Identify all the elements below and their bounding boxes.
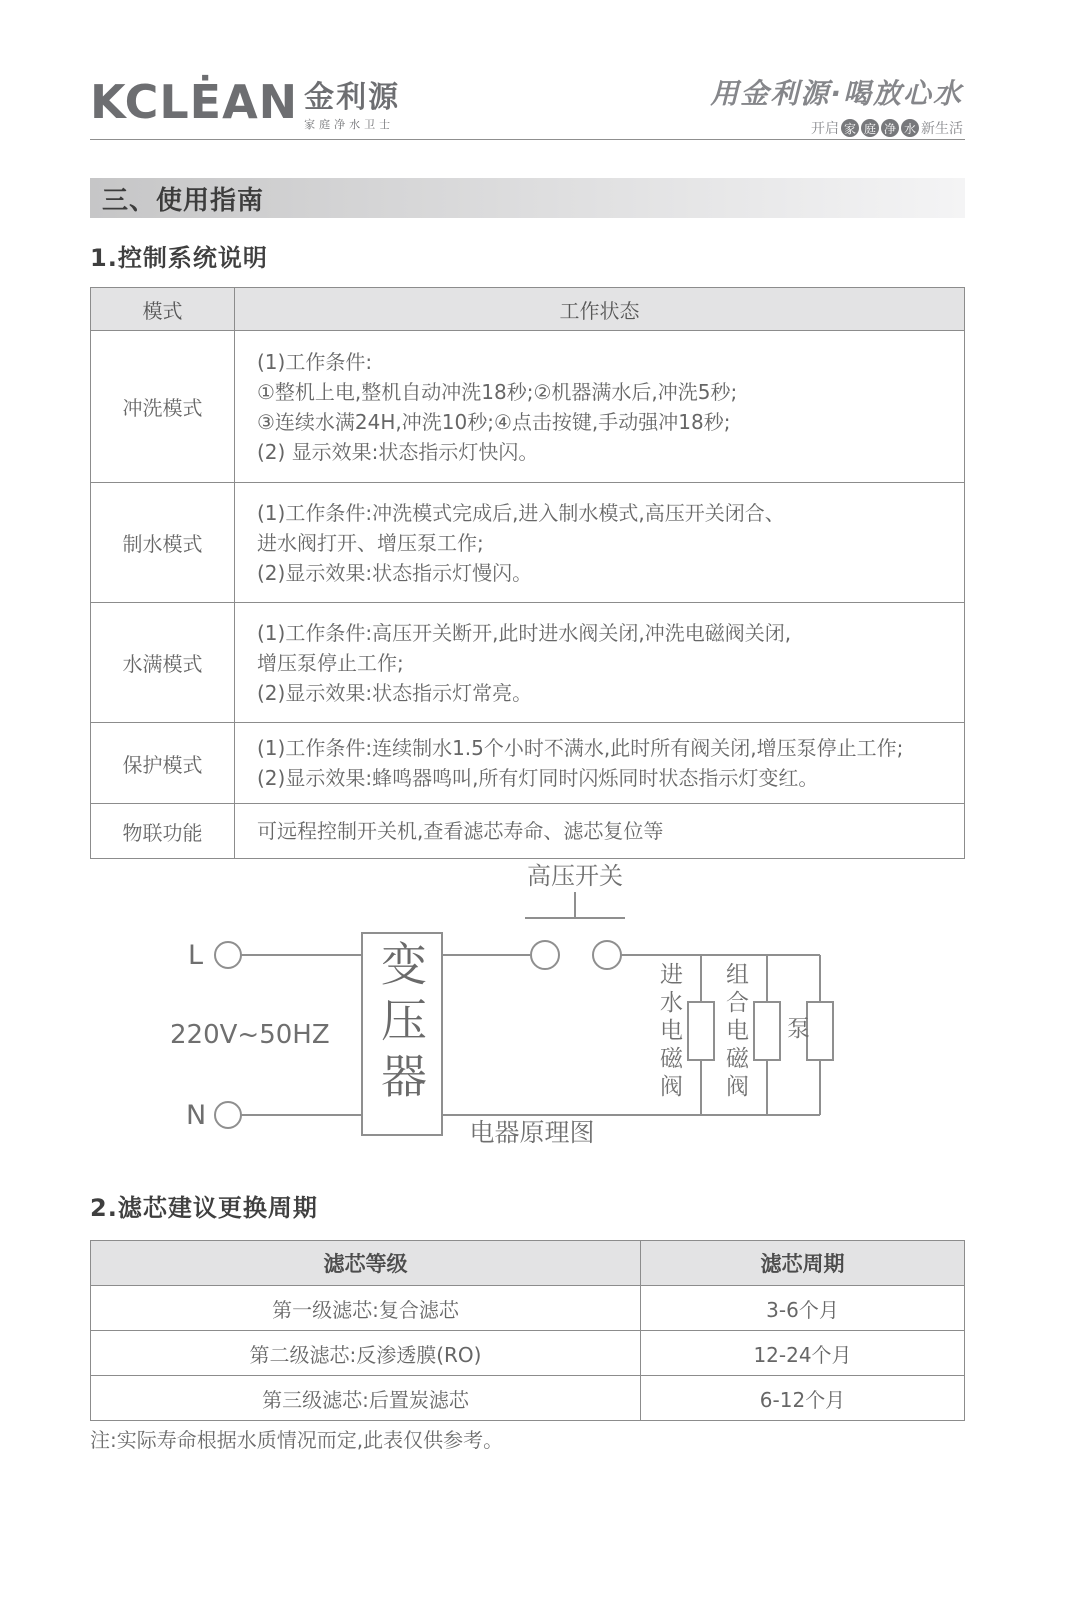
- subsection-filter-cycle: 2.滤芯建议更换周期: [90, 1194, 318, 1222]
- transformer-label: 变压器: [374, 940, 428, 1108]
- col-header-filter-level: 滤芯等级: [91, 1241, 641, 1286]
- logo-tagline: 家庭净水卫士: [304, 118, 395, 131]
- description-line: 增压泵停止工作;: [257, 650, 404, 675]
- slogan-circle-char: 庭: [861, 119, 879, 137]
- switch-contact-right: [593, 941, 621, 969]
- table-row: [91, 1331, 965, 1376]
- description-line: (1)工作条件:高压开关断开,此时进水阀关闭,冲洗电磁阀关闭,: [257, 620, 792, 645]
- table-row: [91, 804, 965, 859]
- inlet-valve-label: 进水电磁阀: [656, 962, 682, 1102]
- logo-kclean-text: KCLĖAN: [90, 75, 299, 129]
- high-pressure-switch-label: 高压开关: [527, 862, 623, 890]
- description-line: (1)工作条件:连续制水1.5个小时不满水,此时所有阀关闭,增压泵停止工作;: [257, 736, 904, 760]
- mode-description: [235, 483, 965, 603]
- table-header-row: [91, 1241, 965, 1286]
- description-line: (2)显示效果:状态指示灯常亮。: [257, 680, 533, 705]
- logo-chinese-name: 金利源: [304, 80, 401, 115]
- voltage-label: 220V~50HZ: [170, 1020, 330, 1050]
- logo-chinese-block: [304, 82, 400, 132]
- description-line: 进水阀打开、增压泵工作;: [257, 530, 484, 555]
- description-line: (1)工作条件:: [257, 349, 373, 374]
- slogan-circle-char: 净: [881, 119, 899, 137]
- mode-name: 制水模式: [91, 483, 235, 603]
- table-row: [91, 603, 965, 723]
- slogan-prefix: 开启: [811, 121, 839, 137]
- terminal-N-circle: [215, 1102, 241, 1128]
- mode-name: 物联功能: [91, 804, 235, 859]
- terminal-L-label: L: [188, 940, 204, 971]
- slogan-suffix: 新生活: [921, 121, 963, 137]
- table-header-row: [91, 288, 965, 331]
- table-row: [91, 723, 965, 804]
- description-line: 可远程控制开关机,查看滤芯寿命、滤芯复位等: [257, 819, 664, 843]
- mode-description: [235, 603, 965, 723]
- pump-label: 泵: [783, 1016, 809, 1044]
- table-row: [91, 331, 965, 483]
- description-line: ③连续水满24H,冲洗10秒;④点击按键,手动强冲18秒;: [257, 409, 731, 434]
- terminal-N-label: N: [186, 1100, 207, 1131]
- description-line: ①整机上电,整机自动冲洗18秒;②机器满水后,冲洗5秒;: [257, 379, 738, 404]
- filter-cycle: 3-6个月: [641, 1286, 965, 1331]
- description-line: (2) 显示效果:状态指示灯快闪。: [257, 439, 539, 464]
- mode-name: 水满模式: [91, 603, 235, 723]
- subsection-control-system: 1.控制系统说明: [90, 244, 268, 272]
- description-line: (1)工作条件:冲洗模式完成后,进入制水模式,高压开关闭合、: [257, 500, 785, 525]
- mode-name: 保护模式: [91, 723, 235, 804]
- mode-description: [235, 804, 965, 859]
- brand-logo: [90, 76, 400, 132]
- terminal-L-circle: [215, 942, 241, 968]
- table-row: [91, 483, 965, 603]
- slogan-main-text: 用金利源·喝放心水: [710, 77, 963, 110]
- slogan-circle-char: 水: [901, 119, 919, 137]
- filter-level: 第三级滤芯:后置炭滤芯: [91, 1376, 641, 1421]
- header-divider: [90, 139, 965, 140]
- filter-cycle: 6-12个月: [641, 1376, 965, 1421]
- table-note: 注:实际寿命根据水质情况而定,此表仅供参考。: [90, 1428, 504, 1452]
- filter-cycle-table: [90, 1240, 965, 1421]
- mode-name: 冲洗模式: [91, 331, 235, 483]
- filter-level: 第一级滤芯:复合滤芯: [91, 1286, 641, 1331]
- slogan-circle-char: 家: [841, 119, 859, 137]
- circuit-diagram: [170, 858, 870, 1158]
- diagram-caption: 电器原理图: [469, 1118, 595, 1147]
- col-header-status: 工作状态: [235, 288, 965, 331]
- description-line: (2)显示效果:状态指示灯慢闪。: [257, 560, 533, 585]
- brand-slogan: [710, 72, 963, 138]
- section-title-bar: [90, 178, 965, 218]
- combo-valve-label: 组合电磁阀: [722, 962, 748, 1102]
- filter-cycle: 12-24个月: [641, 1331, 965, 1376]
- description-line: (2)显示效果:蜂鸣器鸣叫,所有灯同时闪烁同时状态指示灯变红。: [257, 766, 819, 790]
- switch-contact-left: [531, 941, 559, 969]
- mode-description: [235, 723, 965, 804]
- combo-valve-symbol: [754, 1002, 780, 1060]
- slogan-sub-text: [710, 118, 963, 138]
- col-header-filter-cycle: 滤芯周期: [641, 1241, 965, 1286]
- table-row: [91, 1376, 965, 1421]
- section-title: 三、使用指南: [102, 185, 265, 216]
- filter-level: 第二级滤芯:反渗透膜(RO): [91, 1331, 641, 1376]
- col-header-mode: 模式: [91, 288, 235, 331]
- inlet-valve-symbol: [688, 1002, 714, 1060]
- table-row: [91, 1286, 965, 1331]
- mode-description: [235, 331, 965, 483]
- control-system-table: [90, 287, 965, 859]
